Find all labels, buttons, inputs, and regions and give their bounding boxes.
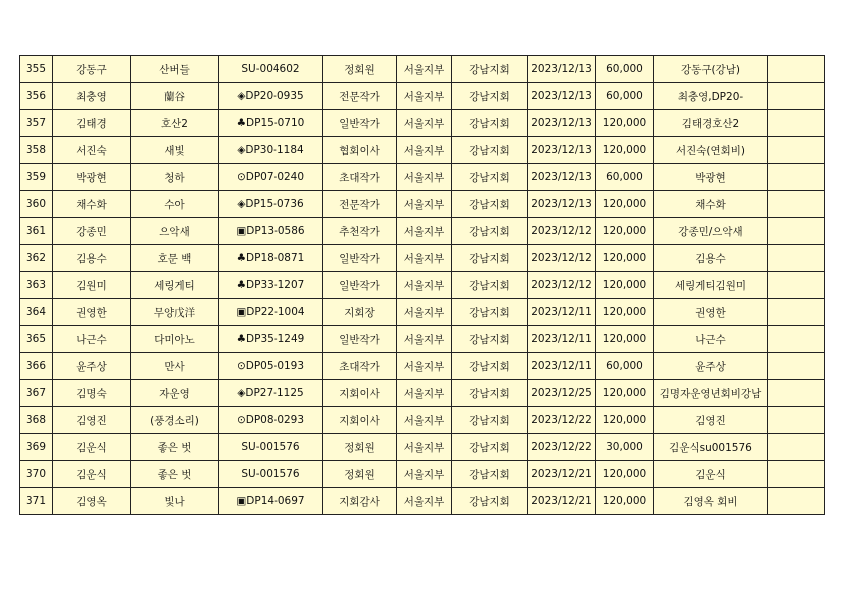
amount-cell[interactable]: 30,000 (596, 434, 654, 461)
extra-cell[interactable] (768, 137, 825, 164)
branch-cell[interactable]: 서울지부 (397, 83, 452, 110)
table-row (20, 83, 825, 110)
amount-cell[interactable]: 60,000 (596, 164, 654, 191)
extra-cell[interactable] (768, 407, 825, 434)
pen-name-cell[interactable]: 새빛 (131, 137, 219, 164)
member-code-cell[interactable]: ◈DP15-0736 (219, 191, 323, 218)
table-row (20, 164, 825, 191)
branch-cell[interactable]: 서울지부 (397, 56, 452, 83)
member-name-cell[interactable]: 권영한 (53, 299, 131, 326)
branch-cell[interactable]: 서울지부 (397, 110, 452, 137)
grade-cell[interactable]: 정회원 (323, 56, 397, 83)
amount-cell[interactable]: 120,000 (596, 380, 654, 407)
memo-cell[interactable]: 강종민/으악새 (654, 218, 768, 245)
memo-cell[interactable]: 채수화 (654, 191, 768, 218)
date-cell[interactable]: 2023/12/13 (528, 137, 596, 164)
branch-cell[interactable]: 서울지부 (397, 164, 452, 191)
chapter-cell[interactable]: 강남지회 (452, 272, 528, 299)
date-cell[interactable]: 2023/12/13 (528, 83, 596, 110)
row-number-cell[interactable]: 370 (20, 461, 53, 488)
row-number-cell[interactable]: 368 (20, 407, 53, 434)
branch-cell[interactable]: 서울지부 (397, 137, 452, 164)
table-row (20, 218, 825, 245)
row-number-cell[interactable]: 371 (20, 488, 53, 515)
pen-name-cell[interactable]: 만사 (131, 353, 219, 380)
memo-cell[interactable]: 김운식 (654, 461, 768, 488)
amount-cell[interactable]: 120,000 (596, 191, 654, 218)
member-code-cell[interactable]: ♣DP35-1249 (219, 326, 323, 353)
extra-cell[interactable] (768, 83, 825, 110)
table-row (20, 56, 825, 83)
member-code-cell[interactable]: SU-001576 (219, 461, 323, 488)
branch-cell[interactable]: 서울지부 (397, 461, 452, 488)
extra-cell[interactable] (768, 434, 825, 461)
chapter-cell[interactable]: 강남지회 (452, 434, 528, 461)
amount-cell[interactable]: 120,000 (596, 326, 654, 353)
memo-cell[interactable]: 박광현 (654, 164, 768, 191)
date-cell[interactable]: 2023/12/13 (528, 110, 596, 137)
branch-cell[interactable]: 서울지부 (397, 488, 452, 515)
date-cell[interactable]: 2023/12/11 (528, 326, 596, 353)
member-name-cell[interactable]: 김태경 (53, 110, 131, 137)
grade-cell[interactable]: 일반작가 (323, 326, 397, 353)
branch-cell[interactable]: 서울지부 (397, 407, 452, 434)
memo-cell[interactable]: 최충영,DP20- (654, 83, 768, 110)
chapter-cell[interactable]: 강남지회 (452, 380, 528, 407)
table-row (20, 353, 825, 380)
grade-cell[interactable]: 초대작가 (323, 164, 397, 191)
pen-name-cell[interactable]: 산버들 (131, 56, 219, 83)
amount-cell[interactable]: 60,000 (596, 56, 654, 83)
member-name-cell[interactable]: 김운식 (53, 434, 131, 461)
grade-cell[interactable]: 초대작가 (323, 353, 397, 380)
table-row (20, 434, 825, 461)
memo-cell[interactable]: 김영진 (654, 407, 768, 434)
memo-cell[interactable]: 윤주상 (654, 353, 768, 380)
member-code-cell[interactable]: ⊙DP05-0193 (219, 353, 323, 380)
member-code-cell[interactable]: ◈DP27-1125 (219, 380, 323, 407)
memo-cell[interactable]: 나근수 (654, 326, 768, 353)
pen-name-cell[interactable]: 호산2 (131, 110, 219, 137)
table-row (20, 461, 825, 488)
table-row (20, 326, 825, 353)
row-number-cell[interactable]: 356 (20, 83, 53, 110)
date-cell[interactable]: 2023/12/12 (528, 272, 596, 299)
chapter-cell[interactable]: 강남지회 (452, 245, 528, 272)
member-name-cell[interactable]: 김용수 (53, 245, 131, 272)
extra-cell[interactable] (768, 353, 825, 380)
amount-cell[interactable]: 120,000 (596, 137, 654, 164)
amount-cell[interactable]: 120,000 (596, 245, 654, 272)
member-name-cell[interactable]: 윤주상 (53, 353, 131, 380)
member-name-cell[interactable]: 최충영 (53, 83, 131, 110)
pen-name-cell[interactable]: 좋은 벗 (131, 461, 219, 488)
memo-cell[interactable]: 세링게티김원미 (654, 272, 768, 299)
branch-cell[interactable]: 서울지부 (397, 434, 452, 461)
memo-cell[interactable]: 김운식su001576 (654, 434, 768, 461)
grade-cell[interactable]: 일반작가 (323, 245, 397, 272)
grade-cell[interactable]: 지회이사 (323, 407, 397, 434)
branch-cell[interactable]: 서울지부 (397, 299, 452, 326)
amount-cell[interactable]: 120,000 (596, 110, 654, 137)
chapter-cell[interactable]: 강남지회 (452, 299, 528, 326)
date-cell[interactable]: 2023/12/12 (528, 218, 596, 245)
branch-cell[interactable]: 서울지부 (397, 191, 452, 218)
member-name-cell[interactable]: 채수화 (53, 191, 131, 218)
branch-cell[interactable]: 서울지부 (397, 380, 452, 407)
memo-cell[interactable]: 김명자운영년회비강남 (654, 380, 768, 407)
branch-cell[interactable]: 서울지부 (397, 353, 452, 380)
extra-cell[interactable] (768, 191, 825, 218)
extra-cell[interactable] (768, 56, 825, 83)
member-code-cell[interactable]: SU-004602 (219, 56, 323, 83)
chapter-cell[interactable]: 강남지회 (452, 164, 528, 191)
member-code-cell[interactable]: ◈DP30-1184 (219, 137, 323, 164)
pen-name-cell[interactable]: 다미아노 (131, 326, 219, 353)
date-cell[interactable]: 2023/12/12 (528, 245, 596, 272)
row-number-cell[interactable]: 360 (20, 191, 53, 218)
chapter-cell[interactable]: 강남지회 (452, 488, 528, 515)
memo-cell[interactable]: 권영한 (654, 299, 768, 326)
extra-cell[interactable] (768, 326, 825, 353)
memo-cell[interactable]: 서진숙(연회비) (654, 137, 768, 164)
member-name-cell[interactable]: 나근수 (53, 326, 131, 353)
memo-cell[interactable]: 김영옥 회비 (654, 488, 768, 515)
row-number-cell[interactable]: 357 (20, 110, 53, 137)
amount-cell[interactable]: 120,000 (596, 461, 654, 488)
pen-name-cell[interactable]: (풍경소리) (131, 407, 219, 434)
branch-cell[interactable]: 서울지부 (397, 218, 452, 245)
memo-cell[interactable]: 김용수 (654, 245, 768, 272)
date-cell[interactable]: 2023/12/21 (528, 488, 596, 515)
date-cell[interactable]: 2023/12/22 (528, 434, 596, 461)
member-code-cell[interactable]: ◈DP20-0935 (219, 83, 323, 110)
member-fee-table (19, 55, 825, 515)
date-cell[interactable]: 2023/12/22 (528, 407, 596, 434)
extra-cell[interactable] (768, 110, 825, 137)
chapter-cell[interactable]: 강남지회 (452, 353, 528, 380)
chapter-cell[interactable]: 강남지회 (452, 191, 528, 218)
pen-name-cell[interactable]: 으악새 (131, 218, 219, 245)
row-number-cell[interactable]: 355 (20, 56, 53, 83)
amount-cell[interactable]: 120,000 (596, 299, 654, 326)
member-name-cell[interactable]: 박광현 (53, 164, 131, 191)
date-cell[interactable]: 2023/12/13 (528, 56, 596, 83)
member-name-cell[interactable]: 강동구 (53, 56, 131, 83)
extra-cell[interactable] (768, 164, 825, 191)
table-row (20, 245, 825, 272)
row-number-cell[interactable]: 365 (20, 326, 53, 353)
member-code-cell[interactable]: ▣DP13-0586 (219, 218, 323, 245)
grade-cell[interactable]: 전문작가 (323, 191, 397, 218)
extra-cell[interactable] (768, 272, 825, 299)
pen-name-cell[interactable]: 청하 (131, 164, 219, 191)
grade-cell[interactable]: 정회원 (323, 434, 397, 461)
member-code-cell[interactable]: ▣DP14-0697 (219, 488, 323, 515)
grade-cell[interactable]: 일반작가 (323, 272, 397, 299)
extra-cell[interactable] (768, 380, 825, 407)
grade-cell[interactable]: 일반작가 (323, 110, 397, 137)
date-cell[interactable]: 2023/12/21 (528, 461, 596, 488)
grade-cell[interactable]: 협회이사 (323, 137, 397, 164)
amount-cell[interactable]: 120,000 (596, 488, 654, 515)
pen-name-cell[interactable]: 자운영 (131, 380, 219, 407)
member-code-cell[interactable]: SU-001576 (219, 434, 323, 461)
date-cell[interactable]: 2023/12/13 (528, 164, 596, 191)
row-number-cell[interactable]: 366 (20, 353, 53, 380)
branch-cell[interactable]: 서울지부 (397, 326, 452, 353)
chapter-cell[interactable]: 강남지회 (452, 83, 528, 110)
amount-cell[interactable]: 120,000 (596, 272, 654, 299)
member-name-cell[interactable]: 강종민 (53, 218, 131, 245)
pen-name-cell[interactable]: 무양戊洋 (131, 299, 219, 326)
date-cell[interactable]: 2023/12/25 (528, 380, 596, 407)
member-name-cell[interactable]: 김운식 (53, 461, 131, 488)
grade-cell[interactable]: 지회장 (323, 299, 397, 326)
chapter-cell[interactable]: 강남지회 (452, 326, 528, 353)
row-number-cell[interactable]: 363 (20, 272, 53, 299)
member-code-cell[interactable]: ♣DP18-0871 (219, 245, 323, 272)
grade-cell[interactable]: 추천작가 (323, 218, 397, 245)
table-body (20, 56, 825, 515)
pen-name-cell[interactable]: 호문 백 (131, 245, 219, 272)
row-number-cell[interactable]: 364 (20, 299, 53, 326)
amount-cell[interactable]: 120,000 (596, 218, 654, 245)
date-cell[interactable]: 2023/12/11 (528, 353, 596, 380)
member-code-cell[interactable]: ♣DP15-0710 (219, 110, 323, 137)
table-row (20, 110, 825, 137)
extra-cell[interactable] (768, 245, 825, 272)
table-row (20, 407, 825, 434)
member-code-cell[interactable]: ▣DP22-1004 (219, 299, 323, 326)
memo-cell[interactable]: 강동구(강남) (654, 56, 768, 83)
row-number-cell[interactable]: 367 (20, 380, 53, 407)
extra-cell[interactable] (768, 218, 825, 245)
chapter-cell[interactable]: 강남지회 (452, 110, 528, 137)
row-number-cell[interactable]: 361 (20, 218, 53, 245)
grade-cell[interactable]: 지회이사 (323, 380, 397, 407)
branch-cell[interactable]: 서울지부 (397, 272, 452, 299)
date-cell[interactable]: 2023/12/11 (528, 299, 596, 326)
date-cell[interactable]: 2023/12/13 (528, 191, 596, 218)
chapter-cell[interactable]: 강남지회 (452, 218, 528, 245)
chapter-cell[interactable]: 강남지회 (452, 137, 528, 164)
member-name-cell[interactable]: 김영진 (53, 407, 131, 434)
table-row (20, 272, 825, 299)
extra-cell[interactable] (768, 488, 825, 515)
grade-cell[interactable]: 정회원 (323, 461, 397, 488)
member-name-cell[interactable]: 서진숙 (53, 137, 131, 164)
pen-name-cell[interactable]: 蘭谷 (131, 83, 219, 110)
member-code-cell[interactable]: ⊙DP08-0293 (219, 407, 323, 434)
grade-cell[interactable]: 지회감사 (323, 488, 397, 515)
table-row (20, 299, 825, 326)
row-number-cell[interactable]: 369 (20, 434, 53, 461)
amount-cell[interactable]: 120,000 (596, 407, 654, 434)
chapter-cell[interactable]: 강남지회 (452, 56, 528, 83)
row-number-cell[interactable]: 359 (20, 164, 53, 191)
pen-name-cell[interactable]: 좋은 벗 (131, 434, 219, 461)
amount-cell[interactable]: 60,000 (596, 83, 654, 110)
table-row (20, 191, 825, 218)
member-name-cell[interactable]: 김영옥 (53, 488, 131, 515)
table-row (20, 380, 825, 407)
table-row (20, 137, 825, 164)
grade-cell[interactable]: 전문작가 (323, 83, 397, 110)
pen-name-cell[interactable]: 수아 (131, 191, 219, 218)
branch-cell[interactable]: 서울지부 (397, 245, 452, 272)
extra-cell[interactable] (768, 299, 825, 326)
member-name-cell[interactable]: 김명숙 (53, 380, 131, 407)
table-row (20, 488, 825, 515)
chapter-cell[interactable]: 강남지회 (452, 407, 528, 434)
row-number-cell[interactable]: 358 (20, 137, 53, 164)
extra-cell[interactable] (768, 461, 825, 488)
member-code-cell[interactable]: ⊙DP07-0240 (219, 164, 323, 191)
memo-cell[interactable]: 김태경호산2 (654, 110, 768, 137)
pen-name-cell[interactable]: 세링게티 (131, 272, 219, 299)
member-name-cell[interactable]: 김원미 (53, 272, 131, 299)
chapter-cell[interactable]: 강남지회 (452, 461, 528, 488)
member-code-cell[interactable]: ♣DP33-1207 (219, 272, 323, 299)
amount-cell[interactable]: 60,000 (596, 353, 654, 380)
row-number-cell[interactable]: 362 (20, 245, 53, 272)
pen-name-cell[interactable]: 빛나 (131, 488, 219, 515)
